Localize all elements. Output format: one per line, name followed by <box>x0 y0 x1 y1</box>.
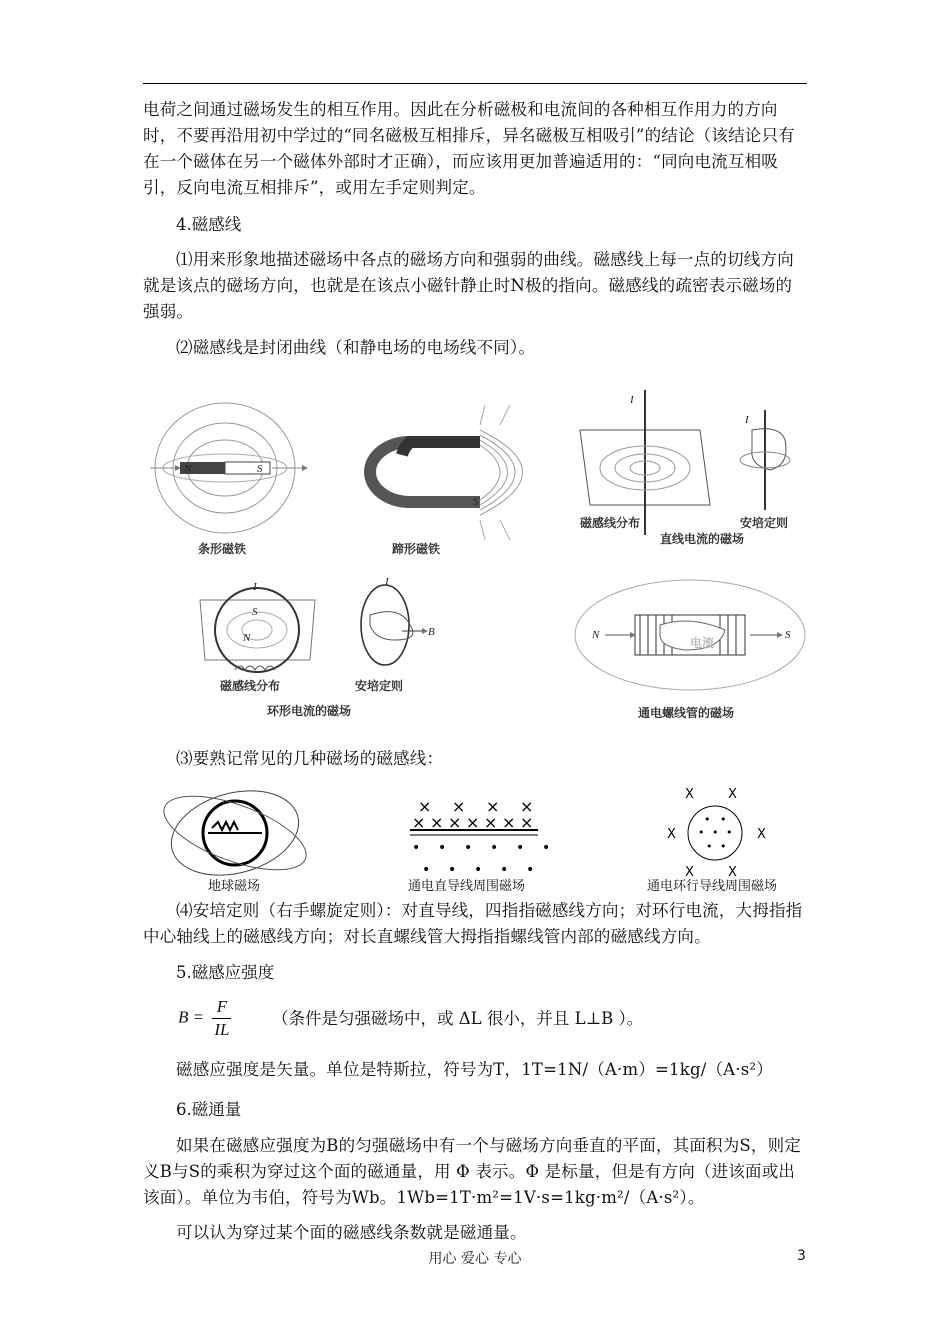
bar-s-label: S <box>257 463 263 475</box>
horseshoe-s-label: S <box>473 496 479 508</box>
x-mark: X <box>685 865 694 880</box>
paragraph-6-1: 如果在磁感应强度为B的匀强磁场中有一个与磁场方向垂直的平面，其面积为S，则定义B与S的乘积为穿过这个面的磁通量，用 Φ 表示。Φ 是标量，但是有方向（进该面或出该面）。单位为韦伯，符号为Wb。1Wb=1T·m²=1V·s=1kg·m²/（A·s²）。 <box>143 1136 802 1207</box>
dot-mark: • <box>412 840 421 856</box>
earth-field-diagram <box>155 778 315 894</box>
dot-mark: • <box>448 862 457 878</box>
x-mark: × <box>418 797 432 816</box>
horseshoe-magnet-diagram <box>370 405 523 556</box>
x-mark: × <box>466 813 480 832</box>
bar-n-label: N <box>184 463 192 475</box>
rule-i-label: I <box>745 414 749 426</box>
page-footer: 用心 爱心 专心 <box>428 1251 522 1267</box>
paragraph-5-1: 磁感应强度是矢量。单位是特斯拉，符号为T，1T=1N/（A·m）=1kg/（A·s²） <box>176 1060 773 1079</box>
dot-mark: • <box>516 840 525 856</box>
dot-mark: • <box>526 862 535 878</box>
dot-mark: • <box>464 840 473 856</box>
ring-n-label: N <box>243 632 251 644</box>
dot-mark: • <box>704 813 711 826</box>
solenoid-current-label: 电流 <box>690 636 715 650</box>
x-mark: × <box>486 797 500 816</box>
x-mark: × <box>452 797 466 816</box>
dot-mark: • <box>726 826 733 839</box>
ring-rule-caption: 安培定则 <box>355 679 404 693</box>
dot-mark: • <box>542 840 551 856</box>
wire-i-label: I <box>630 394 634 406</box>
x-mark: X <box>728 865 737 880</box>
formula-fraction <box>212 996 231 1041</box>
dot-mark: • <box>474 862 483 878</box>
straight-wire-field-diagram <box>408 797 550 894</box>
dot-mark: • <box>706 840 713 853</box>
formula-note: （条件是匀强磁场中，或 ΔL 很小，并且 L⊥B ）。 <box>272 1009 644 1028</box>
x-mark: × <box>520 813 534 832</box>
solenoid-caption: 通电螺线管的磁场 <box>638 706 735 720</box>
paragraph-4-3: ⑶要熟记常见的几种磁场的磁感线： <box>176 749 444 768</box>
dot-mark: • <box>698 826 705 839</box>
dot-mark: • <box>422 862 431 878</box>
paragraph-4-2: ⑵磁感线是封闭曲线（和静电场的电场线不同）。 <box>176 338 536 357</box>
common-fields-figure <box>150 778 810 900</box>
ring-title-caption: 环形电流的磁场 <box>267 704 352 718</box>
heading-4: 4.磁感线 <box>176 215 242 234</box>
straight-wire-diagram <box>580 390 790 546</box>
dot-mark: • <box>720 813 727 826</box>
formula-lhs: B = <box>178 1007 205 1027</box>
x-mark: X <box>685 787 694 802</box>
bar-magnet-caption: 条形磁铁 <box>198 542 247 556</box>
solenoid-diagram <box>575 580 805 720</box>
ring-current-diagram <box>200 576 435 718</box>
x-mark: X <box>728 787 737 802</box>
x-mark: × <box>448 813 462 832</box>
x-mark: X <box>757 827 766 842</box>
x-mark: × <box>520 797 534 816</box>
x-mark: X <box>667 827 676 842</box>
heading-6: 6.磁通量 <box>176 1100 242 1119</box>
magnetic-field-figures <box>140 385 810 725</box>
ring-s-label: S <box>252 606 258 618</box>
wire-title-caption: 直线电流的磁场 <box>660 532 745 546</box>
straight-wire-caption: 通电直导线周围磁场 <box>408 879 526 894</box>
formula-denominator: IL <box>214 1020 230 1039</box>
ring-dist-caption: 磁感线分布 <box>220 679 281 693</box>
wire-dist-caption: 磁感线分布 <box>580 516 641 530</box>
header-rule <box>143 83 807 84</box>
ring-i-label: I <box>253 581 257 593</box>
paragraph-6-2: 可以认为穿过某个面的磁感线条数就是磁通量。 <box>176 1223 527 1242</box>
dot-mark: • <box>500 862 509 878</box>
dot-mark: • <box>438 840 447 856</box>
formula-numerator: F <box>212 996 231 1019</box>
ring-wire-field-diagram <box>647 787 777 894</box>
earth-caption: 地球磁场 <box>208 879 261 894</box>
x-mark: × <box>502 813 516 832</box>
bar-magnet-diagram <box>150 403 305 556</box>
paragraph-top: 电荷之间通过磁场发生的相互作用。因此在分析磁极和电流间的各种相互作用力的方向时，不要再沿用初中学过的“同名磁极互相排斥，异名磁极互相吸引”的结论（该结论只有在一个磁体在另一个磁体外部时才正确），而应该用更加普遍适用的：“同向电流互相吸引，反向电流互相排斥”，或用左手定则判定。 <box>143 100 795 197</box>
horseshoe-caption: 蹄形磁铁 <box>392 542 441 556</box>
rule-ring-b-label: B <box>428 626 435 638</box>
paragraph-4-1: ⑴用来形象地描述磁场中各点的磁场方向和强弱的曲线。磁感线上每一点的切线方向就是该点的磁场方向，也就是在该点小磁针静止时N极的指向。磁感线的疏密表示磁场的强弱。 <box>143 250 794 321</box>
heading-5: 5.磁感应强度 <box>176 963 275 982</box>
x-mark: × <box>412 813 426 832</box>
formula-b <box>178 996 235 1041</box>
dot-mark: • <box>712 826 719 839</box>
x-mark: × <box>484 813 498 832</box>
dot-mark: • <box>720 840 727 853</box>
x-mark: × <box>430 813 444 832</box>
paragraph-4-4: ⑷安培定则（右手螺旋定则）：对直导线，四指指磁感线方向；对环行电流，大拇指指中心轴线上的磁感线方向；对长直螺线管大拇指指螺线管内部的磁感线方向。 <box>143 901 803 946</box>
ring-wire-caption: 通电环行导线周围磁场 <box>647 879 778 894</box>
solenoid-s-label: S <box>785 629 791 641</box>
rule-ring-i-label: I <box>385 576 389 588</box>
wire-rule-caption: 安培定则 <box>740 516 789 530</box>
page-number: 3 <box>797 1248 806 1264</box>
dot-mark: • <box>490 840 499 856</box>
solenoid-n-label: N <box>592 629 600 641</box>
